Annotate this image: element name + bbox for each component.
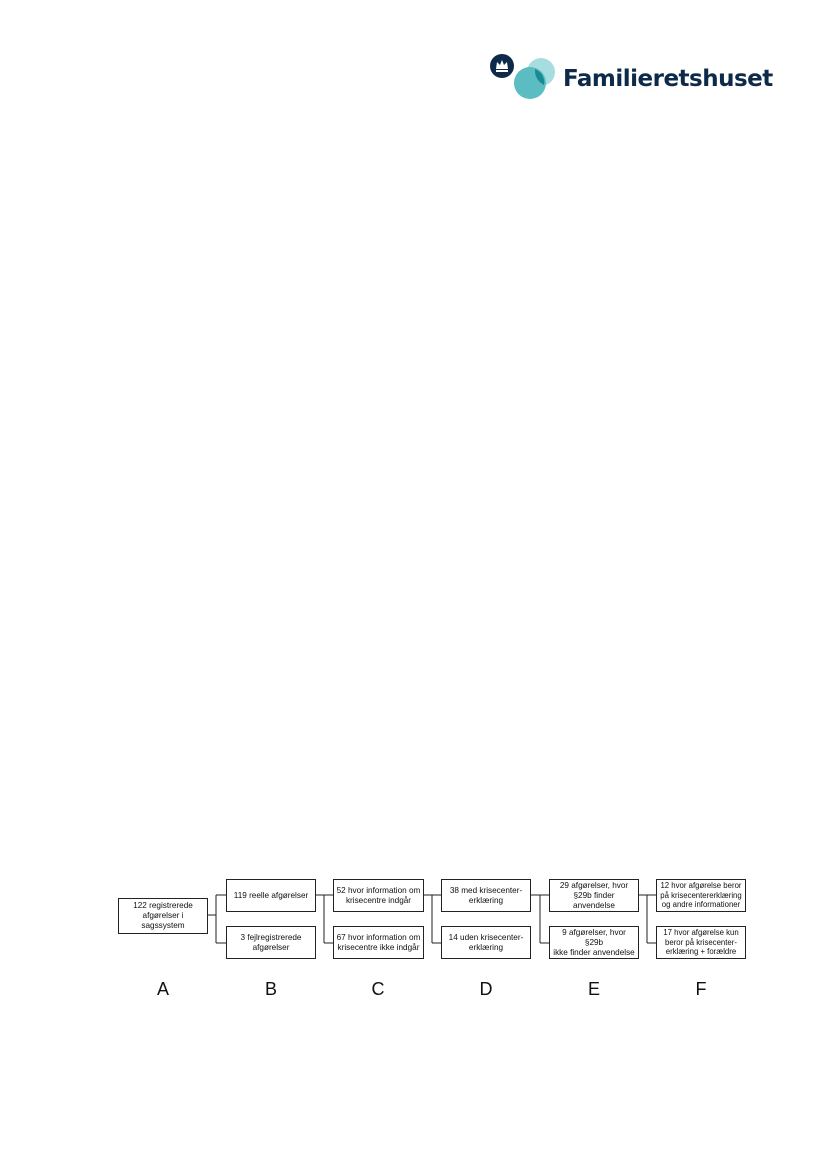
column-label-c: C	[371, 979, 385, 999]
node-b2-misregistered-decisions: 3 fejlregistrerede afgørelser	[226, 926, 316, 959]
column-label-b: B	[264, 979, 277, 999]
node-d1-with-declaration: 38 med krisecenter- erklæring	[441, 879, 531, 912]
column-label-e: E	[587, 979, 600, 999]
node-e2-29b-not-applies: 9 afgørelser, hvor §29b ikke finder anvendelse	[549, 926, 639, 959]
node-f2-declaration-only: 17 hvor afgørelse kun beror på krisecenter- erklæring + forældre	[656, 926, 746, 959]
node-f1-declaration-and-other-info: 12 hvor afgørelse beror på krisecentererklæring og andre informationer	[656, 879, 746, 912]
column-label-f: F	[695, 979, 707, 999]
node-d2-without-declaration: 14 uden krisecenter- erklæring	[441, 926, 531, 959]
column-label-d: D	[479, 979, 493, 999]
node-c2-info-not-included: 67 hvor information om krisecentre ikke indgår	[333, 926, 424, 959]
node-c1-info-included: 52 hvor information om krisecentre indgår	[333, 879, 424, 912]
column-label-a: A	[156, 979, 169, 999]
node-b1-real-decisions: 119 reelle afgørelser	[226, 879, 316, 912]
node-a-registered-decisions: 122 registrerede afgørelser i sagssystem	[118, 898, 208, 934]
node-e1-29b-applies: 29 afgørelser, hvor §29b finder anvendelse	[549, 879, 639, 912]
logo-text: Familieretshuset	[563, 66, 773, 92]
